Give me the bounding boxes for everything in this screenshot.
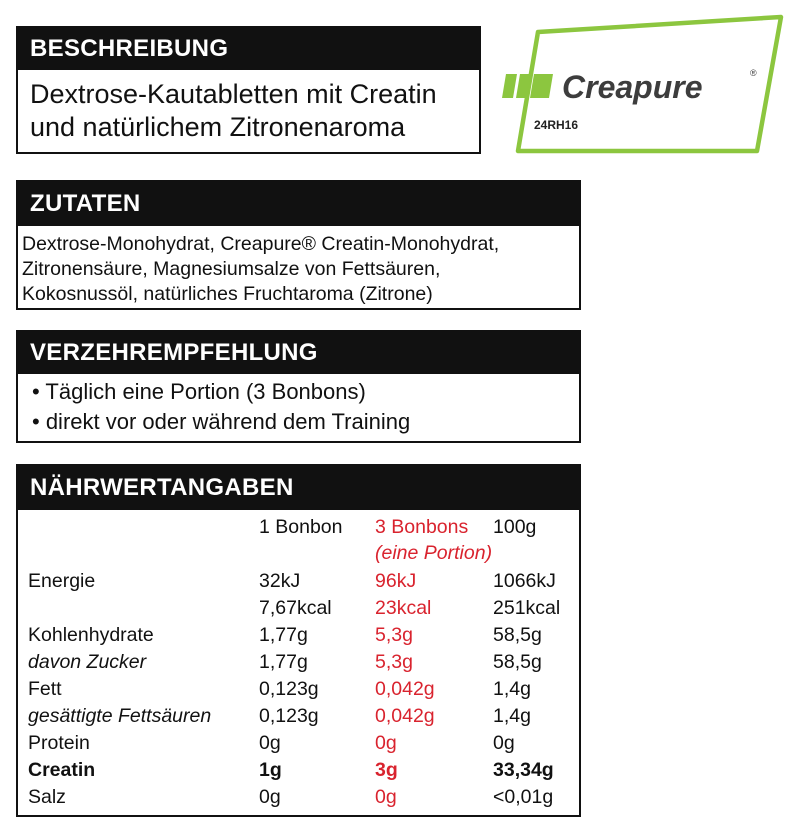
value-3-bonbons: 23kcal (375, 597, 432, 619)
naehrwertangaben-heading: NÄHRWERTANGABEN (18, 466, 579, 510)
table-row (18, 786, 579, 813)
verzehrempfehlung-section (16, 330, 581, 443)
value-1-bonbon: 1,77g (259, 624, 308, 646)
value-1-bonbon: 1g (259, 759, 282, 781)
portion-note: (eine Portion) (375, 542, 493, 564)
value-100g: 58,5g (493, 651, 542, 673)
value-1-bonbon: 32kJ (259, 570, 301, 592)
table-row (18, 597, 579, 624)
column-header-100g: 100g (493, 516, 537, 538)
value-100g: 251kcal (493, 597, 561, 619)
column-header-3-bonbons: 3 Bonbons (375, 516, 469, 538)
value-3-bonbons: 3g (375, 759, 398, 781)
value-3-bonbons: 0g (375, 732, 397, 754)
registered-mark: ® (750, 68, 757, 78)
row-label: Salz (28, 786, 66, 808)
creapure-bars-icon (502, 74, 553, 98)
row-label: gesättigte Fettsäuren (28, 705, 212, 727)
row-label: Energie (28, 570, 96, 592)
value-100g: 1,4g (493, 678, 531, 700)
beschreibung-text (18, 70, 479, 144)
table-row (18, 732, 579, 759)
table-row (18, 705, 579, 732)
value-1-bonbon: 0g (259, 786, 281, 808)
table-row (18, 759, 579, 786)
beschreibung-heading: BESCHREIBUNG (18, 28, 479, 70)
beschreibung-line: Dextrose-Kautabletten mit Creatin (30, 79, 437, 109)
creapure-brand-text: Creapure (562, 69, 703, 105)
column-header-1-bonbon: 1 Bonbon (259, 516, 343, 538)
value-3-bonbons: 0g (375, 786, 397, 808)
beschreibung-line: und natürlichem Zitronenaroma (30, 112, 406, 142)
value-100g: 33,34g (493, 759, 554, 781)
value-1-bonbon: 1,77g (259, 651, 308, 673)
table-row (18, 678, 579, 705)
table-row (18, 624, 579, 651)
table-header-row (18, 516, 579, 543)
value-100g: 1,4g (493, 705, 531, 727)
naehrwertangaben-section (16, 464, 581, 817)
value-100g: 58,5g (493, 624, 542, 646)
row-label: Fett (28, 678, 62, 700)
value-100g: 0g (493, 732, 515, 754)
value-1-bonbon: 7,67kcal (259, 597, 332, 619)
table-row (18, 651, 579, 678)
value-1-bonbon: 0,123g (259, 705, 319, 727)
zutaten-heading: ZUTATEN (18, 182, 579, 226)
value-100g: 1066kJ (493, 570, 556, 592)
value-3-bonbons: 0,042g (375, 678, 435, 700)
creapure-logo (498, 14, 788, 156)
zutaten-line: Kokosnussöl, natürliches Fruchtaroma (Zitrone) (22, 283, 433, 305)
value-3-bonbons: 5,3g (375, 624, 413, 646)
creapure-code: 24RH16 (534, 118, 579, 132)
verzehrempfehlung-heading: VERZEHREMPFEHLUNG (18, 332, 579, 374)
table-row (18, 570, 579, 597)
row-label: Creatin (28, 759, 96, 781)
zutaten-line: Dextrose-Monohydrat, Creapure® Creatin-Monohydrat, (22, 233, 500, 255)
zutaten-section (16, 180, 581, 310)
row-label: davon Zucker (28, 651, 147, 673)
value-3-bonbons: 5,3g (375, 651, 413, 673)
zutaten-line: Zitronensäure, Magnesiumsalze von Fettsäuren, (22, 258, 441, 280)
value-3-bonbons: 96kJ (375, 570, 417, 592)
value-100g: <0,01g (493, 786, 554, 808)
row-label: Protein (28, 732, 90, 754)
value-1-bonbon: 0g (259, 732, 281, 754)
verzehrempfehlung-list (18, 374, 579, 437)
zutaten-text (18, 226, 579, 307)
value-3-bonbons: 0,042g (375, 705, 435, 727)
verzehrempfehlung-item: • Täglich eine Portion (3 Bonbons) (32, 379, 366, 404)
beschreibung-section (16, 26, 481, 154)
portion-note-row (18, 542, 579, 569)
verzehrempfehlung-item: • direkt vor oder während dem Training (32, 409, 411, 434)
value-1-bonbon: 0,123g (259, 678, 319, 700)
row-label: Kohlenhydrate (28, 624, 154, 646)
